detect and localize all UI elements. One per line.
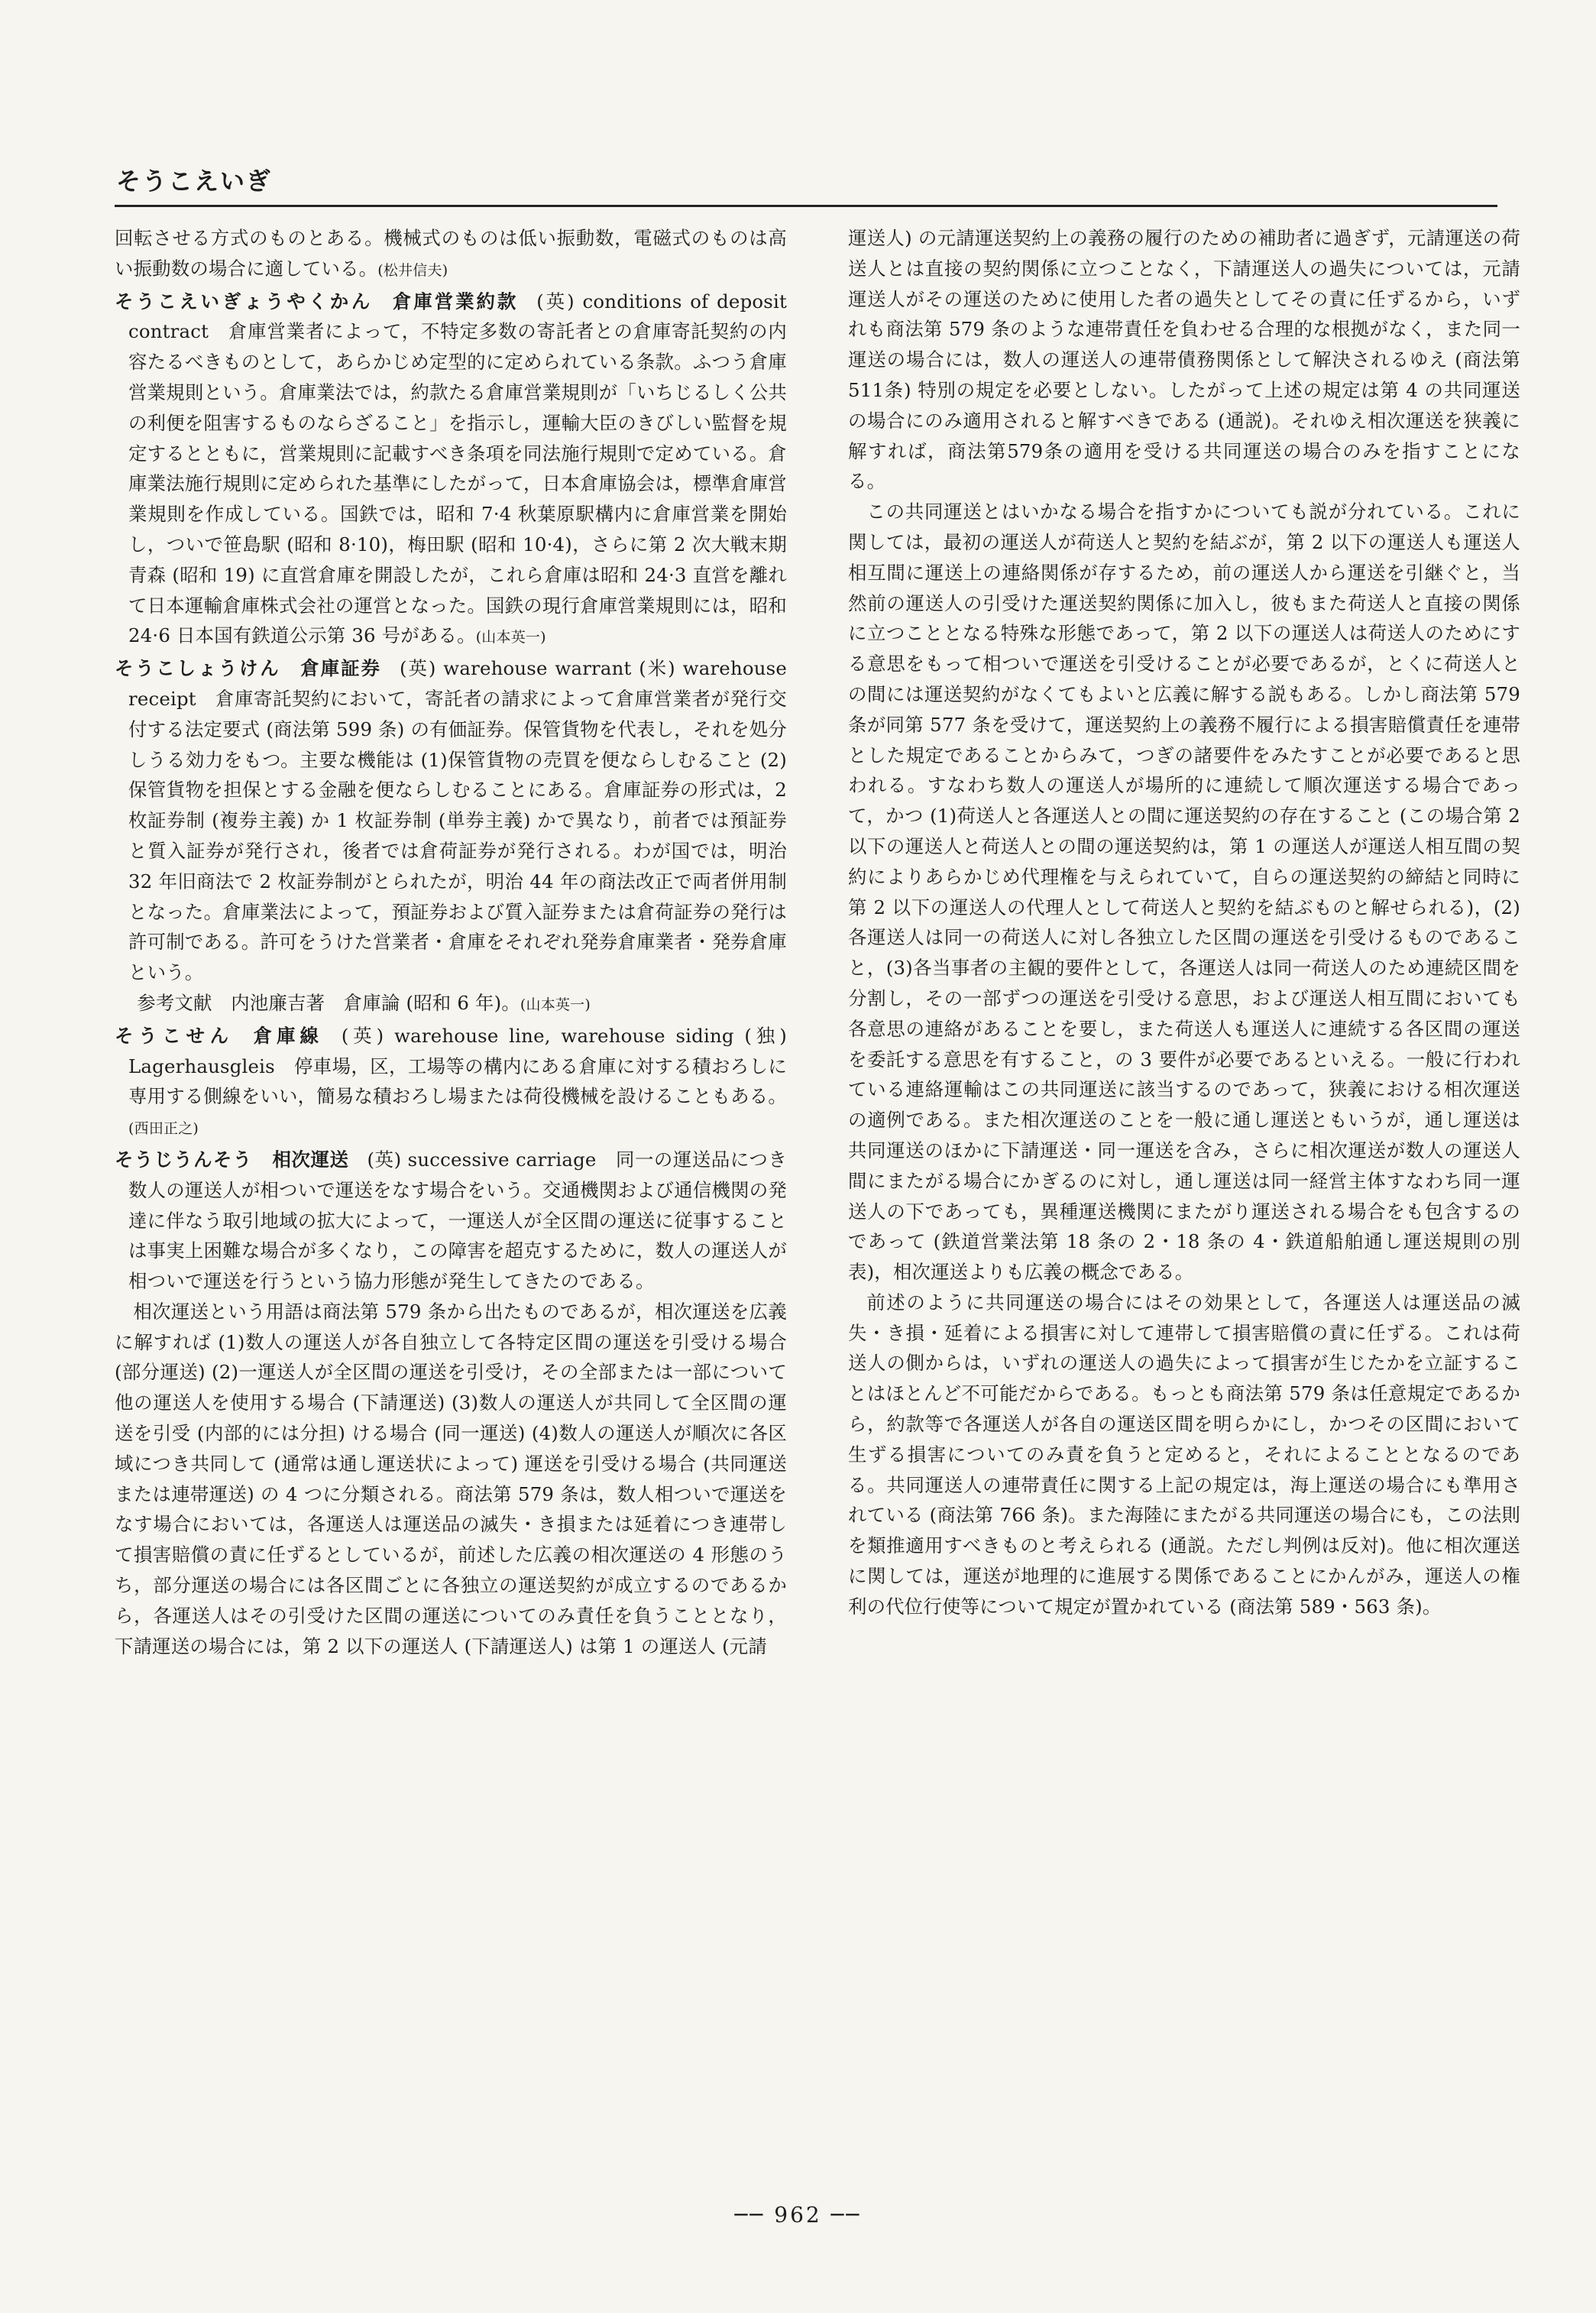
dictionary-entry-successive-carriage [115, 1145, 787, 1297]
entry-heading-kana: そうじうんそう [115, 1148, 253, 1171]
paragraph-text: 回転させる方式のものとある。機械式のものは低い振動数，電磁式のものは高い振動数の場合に適している。 [115, 227, 787, 280]
entry-body: 停車場，区，工場等の構内にある倉庫に対する積おろしに専用する側線をいい，簡易な積おろし場または荷役機械を設けることもある。 [128, 1054, 787, 1108]
author-credit: (西田正之) [128, 1120, 199, 1138]
dictionary-entry-warehouse-line [115, 1021, 787, 1145]
paragraph: 相次運送という用語は商法第 579 条から出たものであるが，相次運送を広義に解すれば (1)数人の運送人が各自独立して各特定区間の運送を引受ける場合 (部分運送) (2)一運送人が全区間の運送を引受け，その全部または一部について他の運送人を使用する場合 (下請運送) (3)数人の運送人が共同して全区間の運送を引受 (内部的には分担) ける場合 (同一運送) (4)数人の運送人が順次に各区域につき共同して (通常は通し運送状によって) 運送を引受ける場合 (共同運送または連帯運送) の 4 つに分類される。商法第 579 条は，数人相ついで運送をなす場合においては，各運送人は運送品の滅失・き損または延着につき連帯して損害賠償の責に任ずるとしているが，前述した広義の相次運送の 4 形態のうち，部分運送の場合には各区間ごとに各独立の運送契約が成立するのであるから，各運送人はその引受けた区間の運送についてのみ責任を負うこととなり，下請運送の場合には，第 2 以下の運送人 (下請運送人) は第 1 の運送人 (元請 [115, 1300, 787, 1657]
entry-body: 同一の運送品につき数人の運送人が相ついで運送をなす場合をいう。交通機関および通信機関の発達に伴なう取引地域の拡大によって，一運送人が全区間の運送に従事することは事実上困難な場合が多くなり，この障害を超克するために，数人の運送人が相ついで運送を行うという協力形態が発生してきたのである。 [128, 1148, 787, 1293]
entry-heading-kanji: 倉庫証券 [300, 657, 381, 680]
author-credit: (山本英一) [475, 629, 546, 646]
author-credit: (山本英一) [520, 996, 591, 1013]
entry-heading-kanji: 倉庫線 [253, 1024, 323, 1047]
dictionary-entry-warehouse-warrant [115, 653, 787, 988]
paragraph [115, 223, 787, 287]
paragraph: 運送人) の元請運送契約上の義務の履行のための補助者に過ぎず，元請運送の荷送人とは直接の契約関係に立つことなく，下請運送人の過失については，元請運送人がその運送のために使用した者の過失としてその責に任ずるから，いずれも商法第 579 条のような連帯責任を負わせる合理的な根拠がなく，また同一運送の場合には，数人の運送人の連帯債務関係として解決されるゆえ (商法第511条) 特別の規定を必要としない。したがって上述の規定は第 4 の共同運送の場合にのみ適用されると解すべきである (通説)。それゆえ相次運送を狭義に解すれば，商法第579条の適用を受ける共同運送の場合のみを指すことになる。 [848, 227, 1520, 493]
entry-body: 倉庫営業者によって，不特定多数の寄託者との倉庫寄託契約の内容たるべきものとして，あらかじめ定型的に定められている条款。ふつう倉庫営業規則という。倉庫業法では，約款たる倉庫営業規則が「いちじるしく公共の利便を阻害するものならざること」を指示し，運輸大臣のきびしい監督を規定するとともに，営業規則に記載すべき条項を同法施行規則で定めている。倉庫業法施行規則に定められた基準にしたがって，日本倉庫協会は，標準倉庫営業規則を作成している。国鉄では，昭和 7·4 秋葉原駅構内に倉庫営業を開始し，ついで笹島駅 (昭和 8·10)，梅田駅 (昭和 10·4)，さらに第 2 次大戦末期青森 (昭和 19) に直営倉庫を開設したが，これら倉庫は昭和 24·3 直営を離れて日本運輸倉庫株式会社の運営となった。国鉄の現行倉庫営業規則には，昭和 24·6 日本国有鉄道公示第 36 号がある。 [128, 320, 787, 647]
page-number: ── 962 ── [734, 2202, 862, 2227]
entry-english-term: (英) successive carriage [367, 1148, 597, 1171]
author-credit: (松井信夫) [377, 261, 448, 279]
entry-heading-kanji: 相次運送 [272, 1148, 349, 1171]
entry-english-term: (英) conditions of deposit contract [128, 290, 787, 343]
right-column [848, 223, 1520, 1622]
reference-line [115, 988, 787, 1021]
left-column [115, 223, 787, 1661]
header-rule [115, 205, 1497, 207]
entry-heading-kana: そうこえいぎょうやくかん [115, 290, 374, 313]
entry-heading-kana: そうこせん [115, 1024, 234, 1047]
paragraph: 前述のように共同運送の場合にはその効果として，各運送人は運送品の滅失・き損・延着による損害に対して連帯して損害賠償の責に任ずる。これは荷送人の側からは，いずれの運送人の過失によって損害が生じたかを立証することはほとんど不可能だからである。もっとも商法第 579 条は任意規定であるから，約款等で各運送人が各自の運送区間を明らかにし，かつその区間において生ずる損害についてのみ責を負うと定めると，それによることとなるのである。共同運送人の連帯責任に関する上記の規定は，海上運送の場合にも準用されている (商法第 766 条)。また海陸にまたがる共同運送の場合にも，この法則を類推適用すべきものと考えられる (通説。ただし判例は反対)。他に相次運送に関しては，運送が地理的に進展する関係であることにかんがみ，運送人の権利の代位行使等について規定が置かれている (商法第 589・563 条)。 [848, 1291, 1520, 1618]
entry-body: 倉庫寄託契約において，寄託者の請求によって倉庫営業者が発行交付する法定要式 (商法第 599 条) の有価証券。保管貨物を代表し，それを処分しうる効力をもつ。主要な機能は (1)保管貨物の売買を便ならしむること (2)保管貨物を担保とする金融を便ならしむることにある。倉庫証券の形式は，2 枚証券制 (複券主義) か 1 枚証券制 (単券主義) かで異なり，前者では預証券と質入証券が発行され，後者では倉荷証券が発行される。わが国では，明治 32 年旧商法で 2 枚証券制がとられたが，明治 44 年の商法改正で両者併用制となった。倉庫業法によって，預証券および質入証券または倉荷証券の発行は許可制である。許可をうけた営業者・倉庫をそれぞれ発券倉庫業者・発券倉庫という。 [128, 687, 788, 984]
entry-heading-kanji: 倉庫営業約款 [393, 290, 519, 313]
dictionary-entry-warehouse-terms [115, 287, 787, 654]
entry-heading-kana: そうこしょうけん [115, 657, 281, 680]
page-header-title: そうこえいぎ [116, 167, 273, 196]
entry-english-term: (英) warehouse line, warehouse siding (独) Lagerhausgleis [128, 1024, 787, 1077]
reference-text: 参考文献 内池廉吉著 倉庫論 (昭和 6 年)。 [137, 991, 520, 1014]
paragraph: この共同運送とはいかなる場合を指すかについても説が分れている。これに関しては，最初の運送人が荷送人と契約を結ぶが，第 2 以下の運送人も運送人相互間に運送上の連絡関係が存するため，前の運送人から運送を引継ぐと，当然前の運送人の引受けた運送契約関係に加入し，彼もまた荷送人と直接の関係に立つこととなる特殊な形態であって，第 2 以下の運送人は荷送人のためにする意思をもって相ついで運送を引受けることが必要であるが，とくに荷送人との間には運送契約がなくてもよいと広義に解する説もある。しかし商法第 579 条が同第 577 条を受けて，運送契約上の義務不履行による損害賠償責任を連帯とした規定であることからみて，つぎの諸要件をみたすことが必要であると思われる。すなわち数人の運送人が場所的に連続して順次運送する場合であって，かつ (1)荷送人と各運送人との間に運送契約の存在すること (この場合第 2 以下の運送人と荷送人との間の運送契約は，第 1 の運送人が運送人相互間の契約によりあらかじめ代理権を与えられていて，自らの運送契約の締結と同時に第 2 以下の運送人の代理人として荷送人と契約を結ぶものと解せられる)，(2)各運送人は同一の荷送人に対し各独立した区間の運送を引受けるものであること，(3)各当事者の主観的要件として，各運送人は同一荷送人のため連続区間を分割し，その一部ずつの運送を引受ける意思，および運送人相互間においても各意思の連絡があることを要し，また荷送人も運送人に連続する各区間の運送を委託する意思を有すること，の 3 要件が必要であるといえる。一般に行われている連絡運輸はこの共同運送に該当するのであって，狭義における相次運送の適例である。また相次運送のことを一般に通し運送ともいうが，通し運送は共同運送のほかに下請運送・同一運送を含み，さらに相次運送が数人の運送人間にまたがる場合にかぎるのに対し，通し運送は同一経営主体すなわち同一運送人の下であっても，異種運送機関にまたがり運送される場合をも包含するのであって (鉄道営業法第 18 条の 2・18 条の 4・鉄道船舶通し運送規則の別表)，相次運送よりも広義の概念である。 [848, 501, 1520, 1284]
entry-english-term: (英) warehouse warrant (米) warehouse receipt [128, 657, 787, 710]
